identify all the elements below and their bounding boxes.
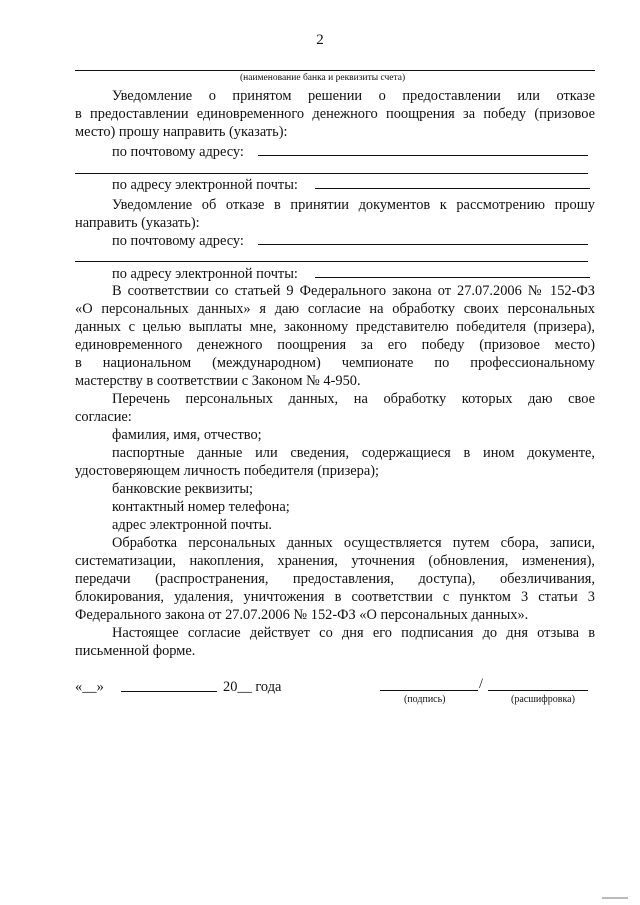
page-number: 2 (316, 32, 324, 48)
postal-address-field-2[interactable] (258, 244, 588, 245)
email-field-1[interactable] (315, 188, 590, 189)
notice-accept-line-2: в предоставлении единовременного денежного поощрения за победу (призовое (75, 106, 595, 122)
list-item-fio: фамилия, имя, отчество; (112, 427, 262, 443)
consent-line-4: единовременного денежного поощрения за его победу (призовое место) (75, 337, 595, 353)
notice-refuse-line-2: направить (указать): (75, 215, 200, 231)
validity-line-1: Настоящее согласие действует со дня его подписания до дня отзыва в (112, 625, 595, 641)
list-item-email: адрес электронной почты. (112, 517, 272, 533)
postal-address-field-1[interactable] (258, 155, 588, 156)
list-item-phone: контактный номер телефона; (112, 499, 290, 515)
processing-line-5: Федерального закона от 27.07.2006 № 152-ФЗ «О персональных данных». (75, 607, 529, 623)
processing-line-3: передачи (распространения, предоставления, доступа), обезличивания, (75, 571, 595, 587)
bank-details-line (75, 70, 595, 71)
slash: / (479, 676, 483, 692)
decode-field[interactable] (488, 690, 588, 691)
consent-line-2: «О персональных данных» я даю согласие на обработку своих персональных (75, 301, 595, 317)
date-year: 20__ года (223, 679, 282, 695)
consent-line-5: в национальном (международном) чемпионате по профессиональному (75, 355, 595, 371)
decode-caption: (расшифровка) (511, 694, 575, 705)
email-label-2: по адресу электронной почты: (112, 266, 298, 282)
postal-label-1: по почтовому адресу: (112, 144, 244, 160)
notice-refuse-line-1: Уведомление об отказе в принятии документов к рассмотрению прошу (112, 197, 595, 213)
date-month-field[interactable] (121, 691, 217, 692)
postal-label-2: по почтовому адресу: (112, 233, 244, 249)
consent-line-3: данных с целью выплаты мне, законному представителю победителя (призера), (75, 319, 595, 335)
list-intro-line-2: согласие: (75, 409, 132, 425)
list-item-bank: банковские реквизиты; (112, 481, 254, 497)
list-item-passport-line-1: паспортные данные или сведения, содержащиеся в ином документе, (112, 445, 595, 461)
list-item-passport-line-2: удостоверяющем личность победителя (призера); (75, 463, 380, 479)
postal-address-field-1b[interactable] (75, 173, 588, 174)
email-field-2[interactable] (315, 277, 590, 278)
postal-address-field-2b[interactable] (75, 261, 588, 262)
signature-caption: (подпись) (404, 694, 446, 705)
processing-line-1: Обработка персональных данных осуществляется путем сбора, записи, (112, 535, 595, 551)
signature-field[interactable] (380, 690, 478, 691)
date-day: «__» (75, 679, 104, 695)
consent-line-6: мастерству в соответствии с Законом № 4-950. (75, 373, 361, 389)
processing-line-2: систематизации, накопления, хранения, уточнения (обновления, изменения), (75, 553, 595, 569)
validity-line-2: письменной форме. (75, 643, 196, 659)
consent-line-1: В соответствии со статьей 9 Федерального закона от 27.07.2006 № 152-ФЗ (112, 283, 595, 299)
processing-line-4: блокирования, удаления, уничтожения в соответствии с пунктом 3 статьи 3 (75, 589, 595, 605)
notice-accept-line-1: Уведомление о принятом решении о предоставлении или отказе (112, 88, 595, 104)
email-label-1: по адресу электронной почты: (112, 177, 298, 193)
scan-mark (602, 897, 628, 899)
bank-caption: (наименование банка и реквизиты счета) (240, 73, 406, 83)
list-intro-line-1: Перечень персональных данных, на обработку которых даю свое (112, 391, 595, 407)
notice-accept-line-3: место) прошу направить (указать): (75, 124, 288, 140)
